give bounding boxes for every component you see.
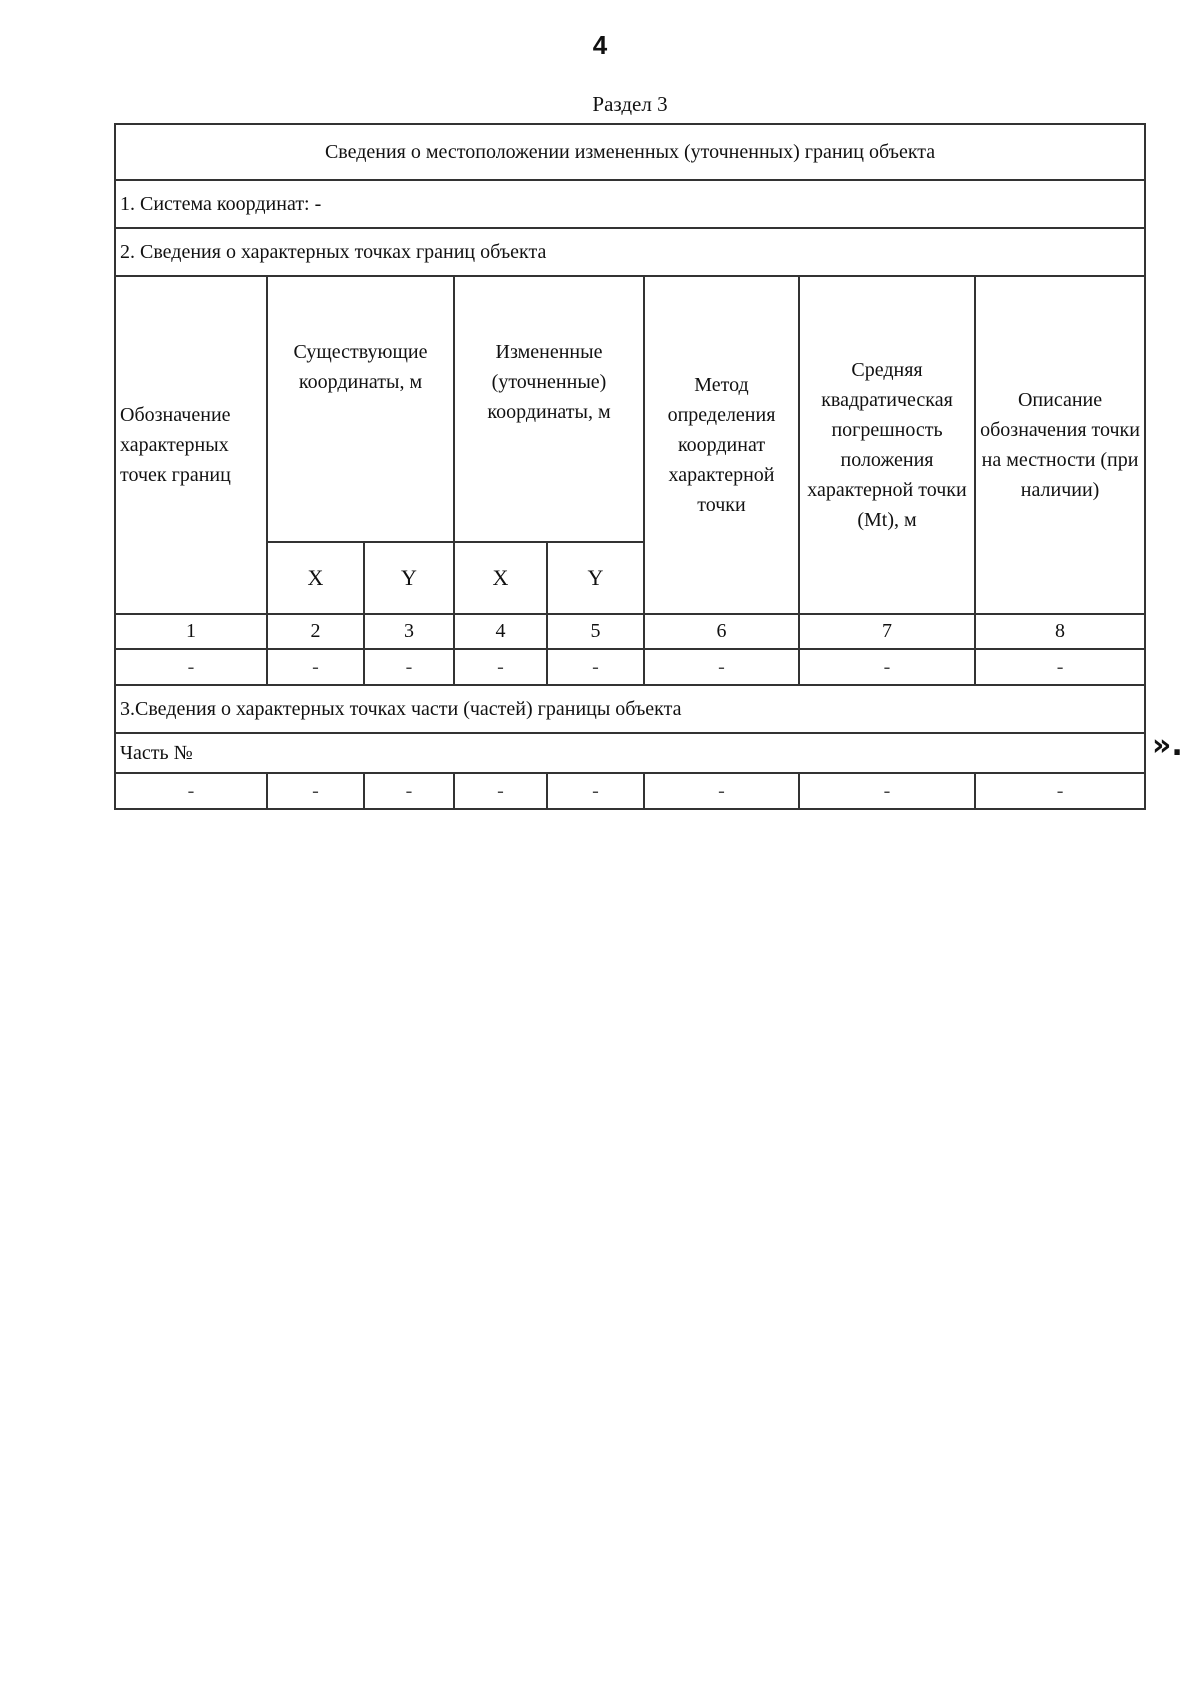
part-label: Часть №	[115, 733, 1145, 773]
table-cell: -	[267, 773, 364, 809]
table-cell: -	[975, 773, 1145, 809]
table-cell: -	[364, 773, 454, 809]
header-changed-coords: Измененные (уточненные) координаты, м	[454, 276, 644, 542]
table-cell: -	[547, 773, 644, 809]
column-numbers-row	[115, 614, 1145, 649]
header-method: Метод определения координат характерной точки	[644, 276, 799, 614]
table-cell: -	[644, 649, 799, 685]
header-changed-y: Y	[547, 542, 644, 614]
column-number: 2	[267, 614, 364, 649]
header-error: Средняя квадратическая погрешность положения характерной точки (Mt), м	[799, 276, 975, 614]
points-heading: 2. Сведения о характерных точках границ объекта	[115, 228, 1145, 276]
header-changed-x: X	[454, 542, 547, 614]
table-cell: -	[454, 773, 547, 809]
table-row	[115, 649, 1145, 685]
column-number: 4	[454, 614, 547, 649]
header-designation: Обозначение характерных точек границ	[115, 276, 267, 614]
header-existing-y: Y	[364, 542, 454, 614]
page-number: 4	[592, 30, 608, 60]
table-title: Сведения о местоположении измененных (уточненных) границ объекта	[115, 124, 1145, 180]
section-title: Раздел 3	[592, 92, 668, 116]
coord-system-line: 1. Система координат: -	[115, 180, 1145, 228]
parts-heading: 3.Сведения о характерных точках части (частей) границы объекта	[115, 685, 1145, 733]
table-cell: -	[115, 773, 267, 809]
column-number: 8	[975, 614, 1145, 649]
table-row	[115, 773, 1145, 809]
closing-quote-mark: ».	[1152, 728, 1183, 763]
column-number: 6	[644, 614, 799, 649]
table-cell: -	[115, 649, 267, 685]
column-number: 7	[799, 614, 975, 649]
boundary-points-table	[114, 123, 1146, 810]
header-existing-x: X	[267, 542, 364, 614]
table-cell: -	[364, 649, 454, 685]
table-cell: -	[644, 773, 799, 809]
table-cell: -	[547, 649, 644, 685]
column-number: 3	[364, 614, 454, 649]
table-cell: -	[267, 649, 364, 685]
column-number: 5	[547, 614, 644, 649]
table-cell: -	[799, 773, 975, 809]
header-existing-coords: Существующие координаты, м	[267, 276, 454, 542]
table-cell: -	[799, 649, 975, 685]
table-cell: -	[975, 649, 1145, 685]
header-description: Описание обозначения точки на местности (при наличии)	[975, 276, 1145, 614]
table-cell: -	[454, 649, 547, 685]
column-number: 1	[115, 614, 267, 649]
